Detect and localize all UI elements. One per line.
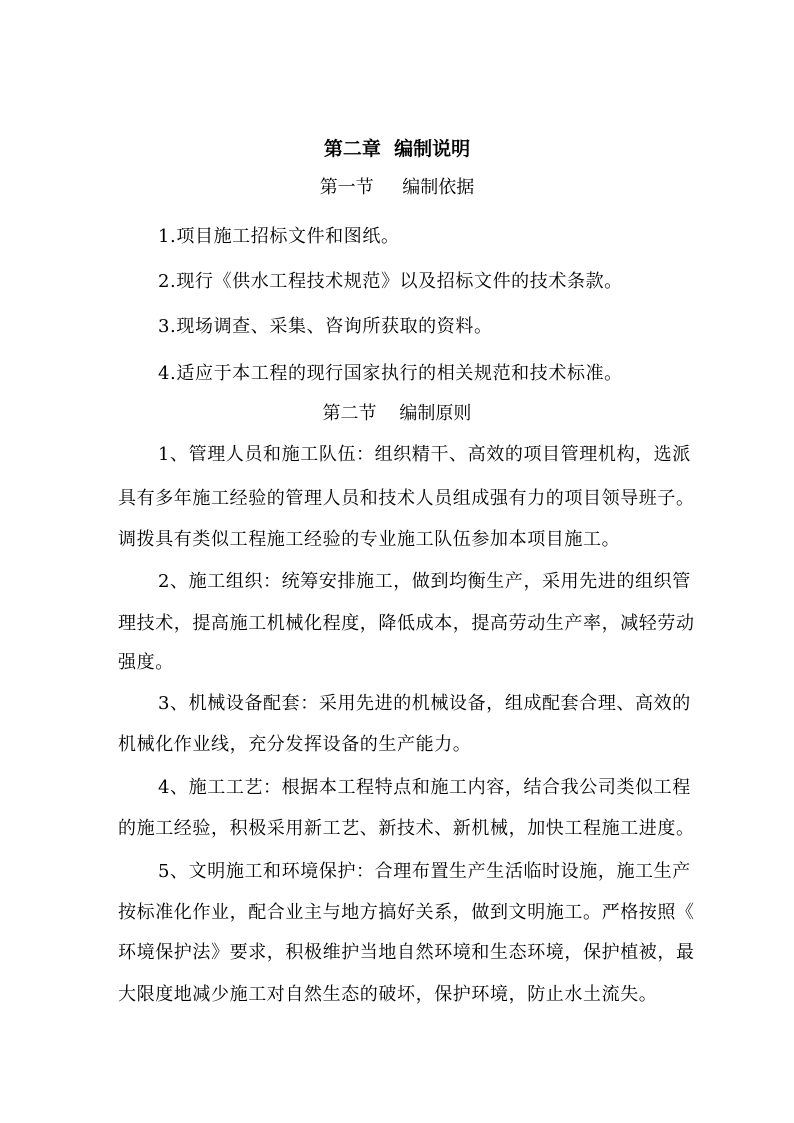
principle-line-1: 1、管理人员和施工队伍：组织精干、高效的项目管理机构，选派 [158, 444, 691, 465]
principle-line-14: 大限度地减少施工对自然生态的破坏，保护环境，防止水土流失。 [118, 984, 658, 1005]
principle-line-13: 环境保护法》要求，积极维护当地自然环境和生态环境，保护植被，最 [118, 942, 695, 963]
principle-line-5: 理技术，提高施工机械化程度，降低成本，提高劳动生产率，减轻劳动 [118, 613, 695, 634]
basis-item-4: 4.适应于本工程的现行国家执行的相关规范和技术标准。 [158, 363, 623, 384]
basis-item-3: 3.现场调查、采集、咨询所获取的资料。 [158, 316, 493, 337]
basis-item-1: 1.项目施工招标文件和图纸。 [158, 226, 400, 247]
section-2-title: 第二节 编制原则 [322, 403, 472, 424]
principle-line-11: 5、文明施工和环境保护：合理布置生产生活临时设施，施工生产 [158, 861, 691, 882]
principle-line-9: 4、施工工艺：根据本工程特点和施工内容，结合我公司类似工程 [158, 777, 691, 798]
principle-line-4: 2、施工组织：统筹安排施工，做到均衡生产，采用先进的组织管 [158, 571, 691, 592]
chapter-title: 第二章 编制说明 [323, 138, 471, 160]
principle-line-12: 按标准化作业，配合业主与地方搞好关系，做到文明施工。严格按照《 [118, 902, 695, 923]
principle-line-10: 的施工经验，积极采用新工艺、新技术、新机械，加快工程施工进度。 [118, 818, 695, 839]
principle-line-3: 调拨具有类似工程施工经验的专业施工队伍参加本项目施工。 [118, 529, 621, 550]
principle-line-6: 强度。 [118, 652, 174, 673]
section-1-title: 第一节 编制依据 [319, 177, 475, 198]
principle-line-8: 机械化作业线，充分发挥设备的生产能力。 [118, 734, 472, 755]
principle-line-2: 具有多年施工经验的管理人员和技术人员组成强有力的项目领导班子。 [118, 488, 695, 509]
principle-line-7: 3、机械设备配套：采用先进的机械设备，组成配套合理、高效的 [158, 693, 691, 714]
basis-item-2: 2.现行《供水工程技术规范》以及招标文件的技术条款。 [158, 271, 623, 292]
